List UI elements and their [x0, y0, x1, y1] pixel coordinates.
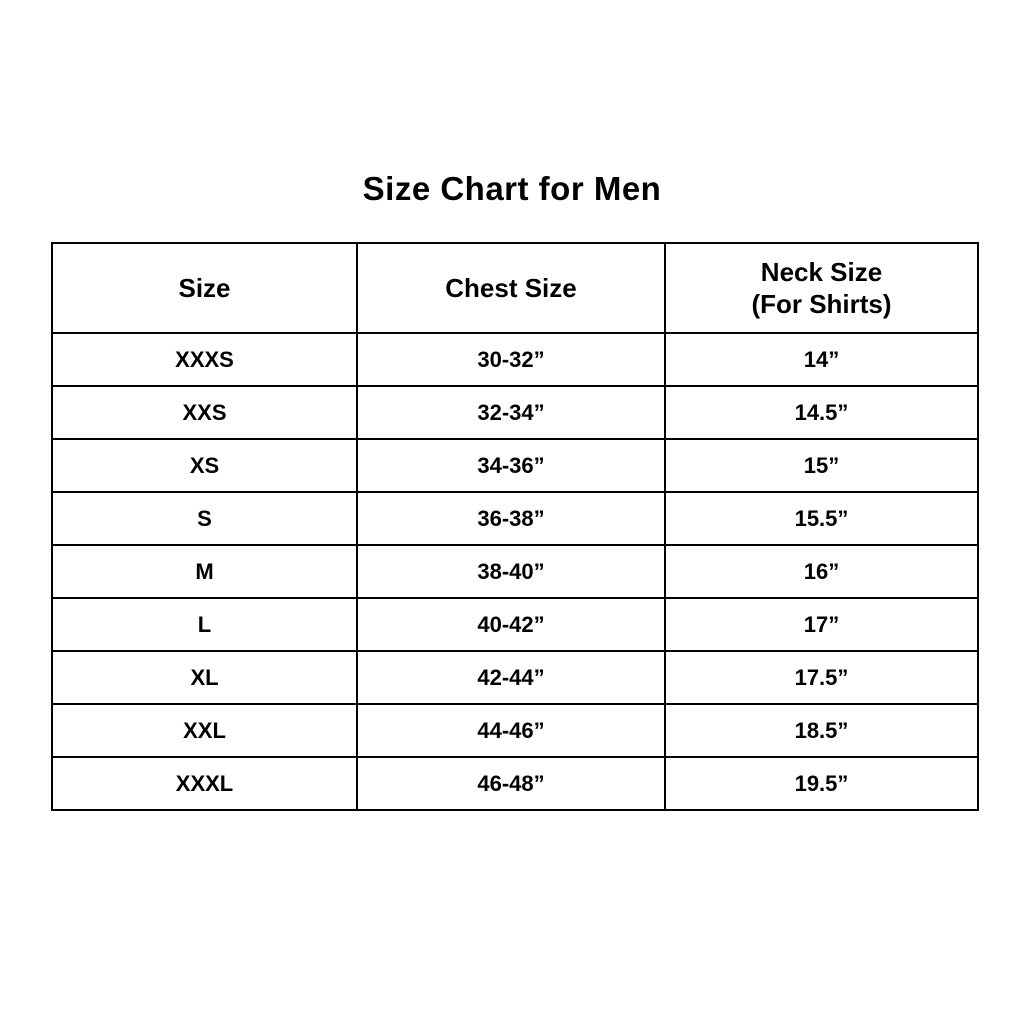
- table-row: [52, 439, 978, 492]
- neck-size-cell: 15.5”: [665, 492, 978, 545]
- size-cell: XS: [52, 439, 357, 492]
- neck-size-cell: 14.5”: [665, 386, 978, 439]
- size-cell: XXS: [52, 386, 357, 439]
- chest-size-cell: 38-40”: [357, 545, 665, 598]
- size-cell: XXL: [52, 704, 357, 757]
- size-cell: XL: [52, 651, 357, 704]
- chest-size-cell: 40-42”: [357, 598, 665, 651]
- header-cell-neck-size: [665, 243, 978, 333]
- header-cell-chest-size: [357, 243, 665, 333]
- size-cell: L: [52, 598, 357, 651]
- table-row: [52, 492, 978, 545]
- neck-size-cell: 19.5”: [665, 757, 978, 810]
- chest-size-cell: 44-46”: [357, 704, 665, 757]
- table-row: [52, 545, 978, 598]
- size-cell: XXXL: [52, 757, 357, 810]
- chest-size-cell: 46-48”: [357, 757, 665, 810]
- neck-size-cell: 15”: [665, 439, 978, 492]
- chest-size-cell: 30-32”: [357, 333, 665, 386]
- size-cell: M: [52, 545, 357, 598]
- page-title: Size Chart for Men: [362, 170, 662, 207]
- header-label: Chest Size: [445, 272, 577, 303]
- table-body: [52, 333, 978, 810]
- neck-size-cell: 14”: [665, 333, 978, 386]
- header-row: [52, 243, 978, 333]
- neck-size-cell: 17.5”: [665, 651, 978, 704]
- size-cell: XXXS: [52, 333, 357, 386]
- header-label: Neck Size: [760, 256, 883, 287]
- chest-size-cell: 36-38”: [357, 492, 665, 545]
- size-chart-table: [51, 242, 979, 811]
- neck-size-cell: 16”: [665, 545, 978, 598]
- table-row: [52, 704, 978, 757]
- neck-size-cell: 18.5”: [665, 704, 978, 757]
- header-sublabel: (For Shirts): [751, 289, 892, 319]
- table-row: [52, 651, 978, 704]
- neck-size-cell: 17”: [665, 598, 978, 651]
- header-cell-size: [52, 243, 357, 333]
- table-header: [52, 243, 978, 333]
- size-cell: S: [52, 492, 357, 545]
- chest-size-cell: 42-44”: [357, 651, 665, 704]
- chest-size-cell: 32-34”: [357, 386, 665, 439]
- chest-size-cell: 34-36”: [357, 439, 665, 492]
- table-row: [52, 386, 978, 439]
- table-row: [52, 333, 978, 386]
- table-row: [52, 598, 978, 651]
- table-row: [52, 757, 978, 810]
- header-label: Size: [178, 272, 231, 303]
